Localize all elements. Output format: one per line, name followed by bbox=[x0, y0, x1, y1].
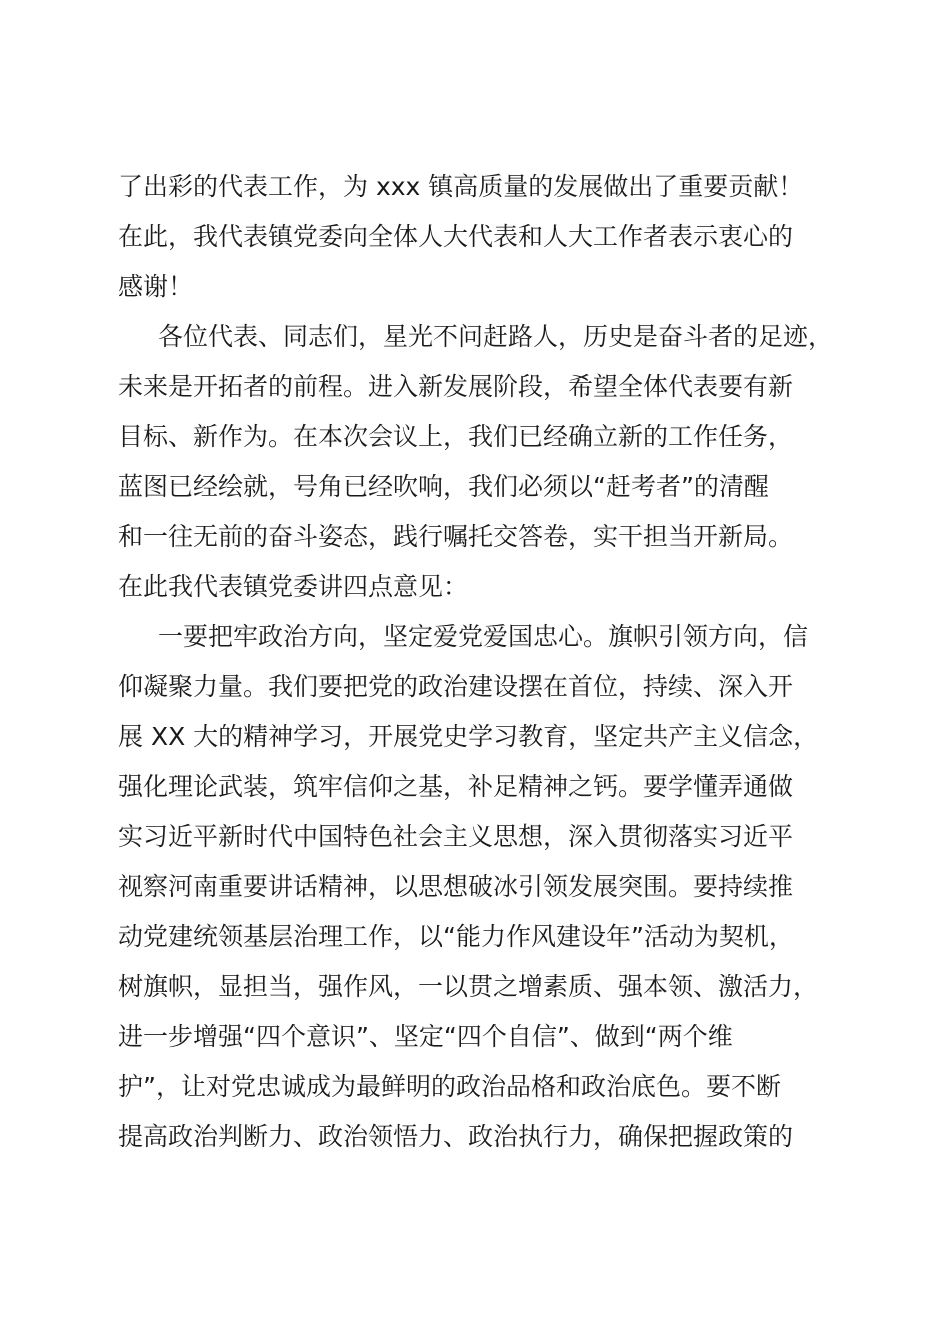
text-line: 护”，让对党忠诚成为最鲜明的政治品格和政治底色。要不断 bbox=[118, 1072, 781, 1101]
text-line: 展 XX 大的精神学习，开展党史学习教育，坚定共产主义信念， bbox=[118, 722, 819, 751]
text-line: 树旗帜，显担当，强作风，一以贯之增素质、强本领、激活力， bbox=[118, 972, 819, 1001]
paragraph-start-line: 各位代表、同志们，星光不问赶路人，历史是奋斗者的足迹， bbox=[158, 322, 834, 351]
text-line: 视察河南重要讲话精神，以思想破冰引领发展突围。要持续推 bbox=[118, 872, 794, 901]
text-line: 强化理论武装，筑牢信仰之基，补足精神之钙。要学懂弄通做 bbox=[118, 772, 794, 801]
document-body bbox=[118, 162, 858, 1162]
text-line: 进一步增强“四个意识”、坚定“四个自信”、做到“两个维 bbox=[118, 1022, 733, 1051]
text-line: 目标、新作为。在本次会议上，我们已经确立新的工作任务， bbox=[118, 422, 794, 451]
text-line: 蓝图已经绘就，号角已经吹响，我们必须以“赶考者”的清醒 bbox=[118, 472, 769, 501]
text-line: 动党建统领基层治理工作，以“能力作风建设年”活动为契机， bbox=[118, 922, 794, 951]
text-line: 未来是开拓者的前程。进入新发展阶段，希望全体代表要有新 bbox=[118, 372, 794, 401]
text-line: 仰凝聚力量。我们要把党的政治建设摆在首位，持续、深入开 bbox=[118, 672, 794, 701]
text-line: 在此我代表镇党委讲四点意见： bbox=[118, 572, 469, 601]
text-line: 实习近平新时代中国特色社会主义思想，深入贯彻落实习近平 bbox=[118, 822, 794, 851]
text-line: 在此，我代表镇党委向全体人大代表和人大工作者表示衷心的 bbox=[118, 222, 794, 251]
text-line: 感谢！ bbox=[118, 272, 194, 301]
text-line: 和一往无前的奋斗姿态，践行嘱托交答卷，实干担当开新局。 bbox=[118, 522, 794, 551]
paragraph-start-line: 一要把牢政治方向，坚定爱党爱国忠心。旗帜引领方向，信 bbox=[158, 622, 809, 651]
text-line: 提高政治判断力、政治领悟力、政治执行力，确保把握政策的 bbox=[118, 1122, 794, 1151]
text-line: 了出彩的代表工作，为 xxx 镇高质量的发展做出了重要贡献！ bbox=[118, 172, 804, 201]
